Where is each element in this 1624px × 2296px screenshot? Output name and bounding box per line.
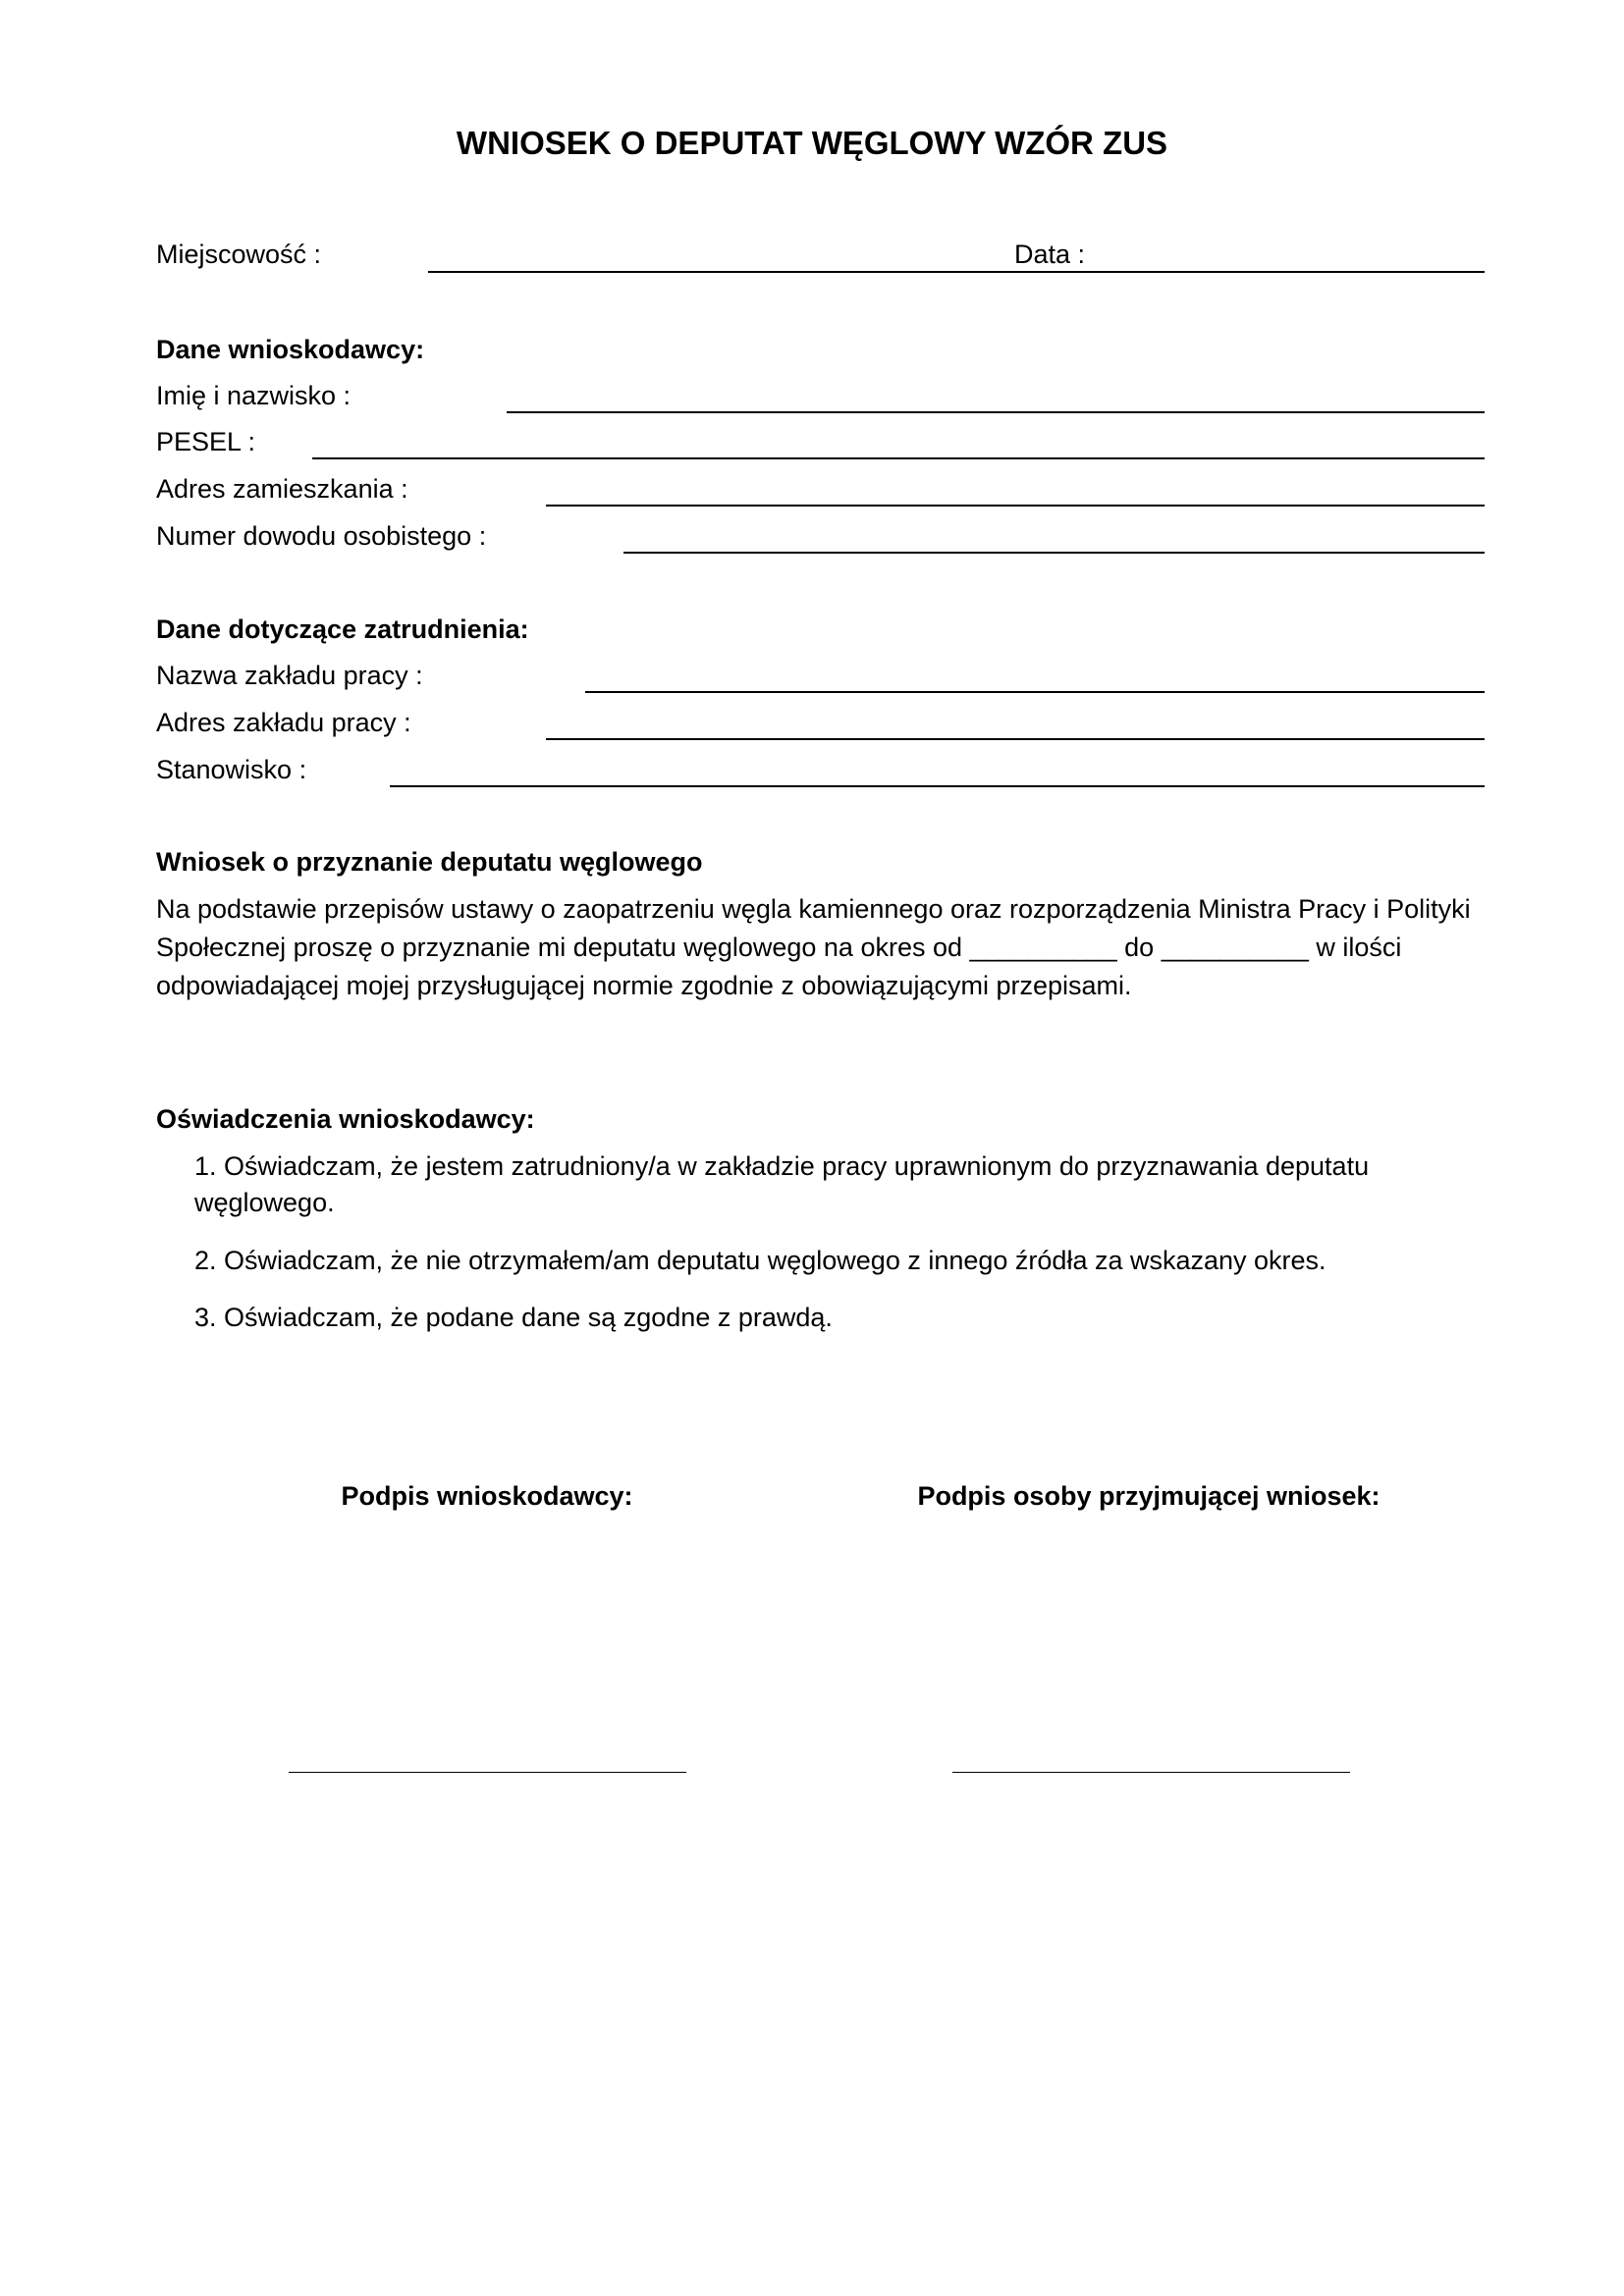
address-field[interactable]: [546, 505, 1485, 507]
company-name-label: Nazwa zakładu pracy :: [156, 661, 423, 690]
declaration-item: 3. Oświadczam, że podane dane są zgodne z prawdą.: [194, 1303, 833, 1332]
declaration-item: 1. Oświadczam, że jestem zatrudniony/a w zakładzie pracy uprawnionym do przyznawania deputatu węglowego.: [194, 1151, 1370, 1217]
pesel-label: PESEL :: [156, 427, 256, 456]
company-name-field[interactable]: [585, 691, 1485, 693]
company-address-label: Adres zakładu pracy :: [156, 708, 411, 737]
place-field[interactable]: [428, 271, 1485, 273]
applicant-signature-line[interactable]: [289, 1772, 686, 1773]
position-label: Stanowisko :: [156, 755, 307, 784]
position-field[interactable]: [390, 785, 1485, 787]
document-title: WNIOSEK O DEPUTAT WĘGLOWY WZÓR ZUS: [456, 125, 1168, 161]
id-number-field[interactable]: [623, 552, 1485, 554]
name-label: Imię i nazwisko :: [156, 381, 352, 410]
request-section-heading: Wniosek o przyznanie deputatu węglowego: [156, 847, 703, 877]
receiver-signature-line[interactable]: [952, 1772, 1350, 1773]
applicant-section-heading: Dane wnioskodawcy:: [156, 335, 425, 364]
request-body: Na podstawie przepisów ustawy o zaopatrzeniu węgla kamiennego oraz rozporządzenia Ministra Pracy i Polityki Społecznej proszę o przyznanie mi deputatu węglowego na okres od __________ do __________ w ilości odpowiadającej mojej przysługującej normie zgodnie z obowiązującymi przepisami.: [156, 894, 1471, 1000]
date-label: Data :: [1014, 239, 1093, 270]
name-field[interactable]: [507, 411, 1485, 413]
place-label: Miejscowość :: [156, 240, 322, 269]
pesel-field[interactable]: [312, 457, 1485, 459]
declaration-item: 2. Oświadczam, że nie otrzymałem/am deputatu węglowego z innego źródła za wskazany okres.: [194, 1246, 1326, 1275]
company-address-field[interactable]: [546, 738, 1485, 740]
employment-section-heading: Dane dotyczące zatrudnienia:: [156, 614, 529, 644]
receiver-signature-label: Podpis osoby przyjmującej wniosek:: [917, 1481, 1380, 1511]
declarations-section-heading: Oświadczenia wnioskodawcy:: [156, 1104, 535, 1134]
address-label: Adres zamieszkania :: [156, 474, 408, 504]
applicant-signature-label: Podpis wnioskodawcy:: [341, 1481, 633, 1511]
id-number-label: Numer dowodu osobistego :: [156, 521, 487, 551]
